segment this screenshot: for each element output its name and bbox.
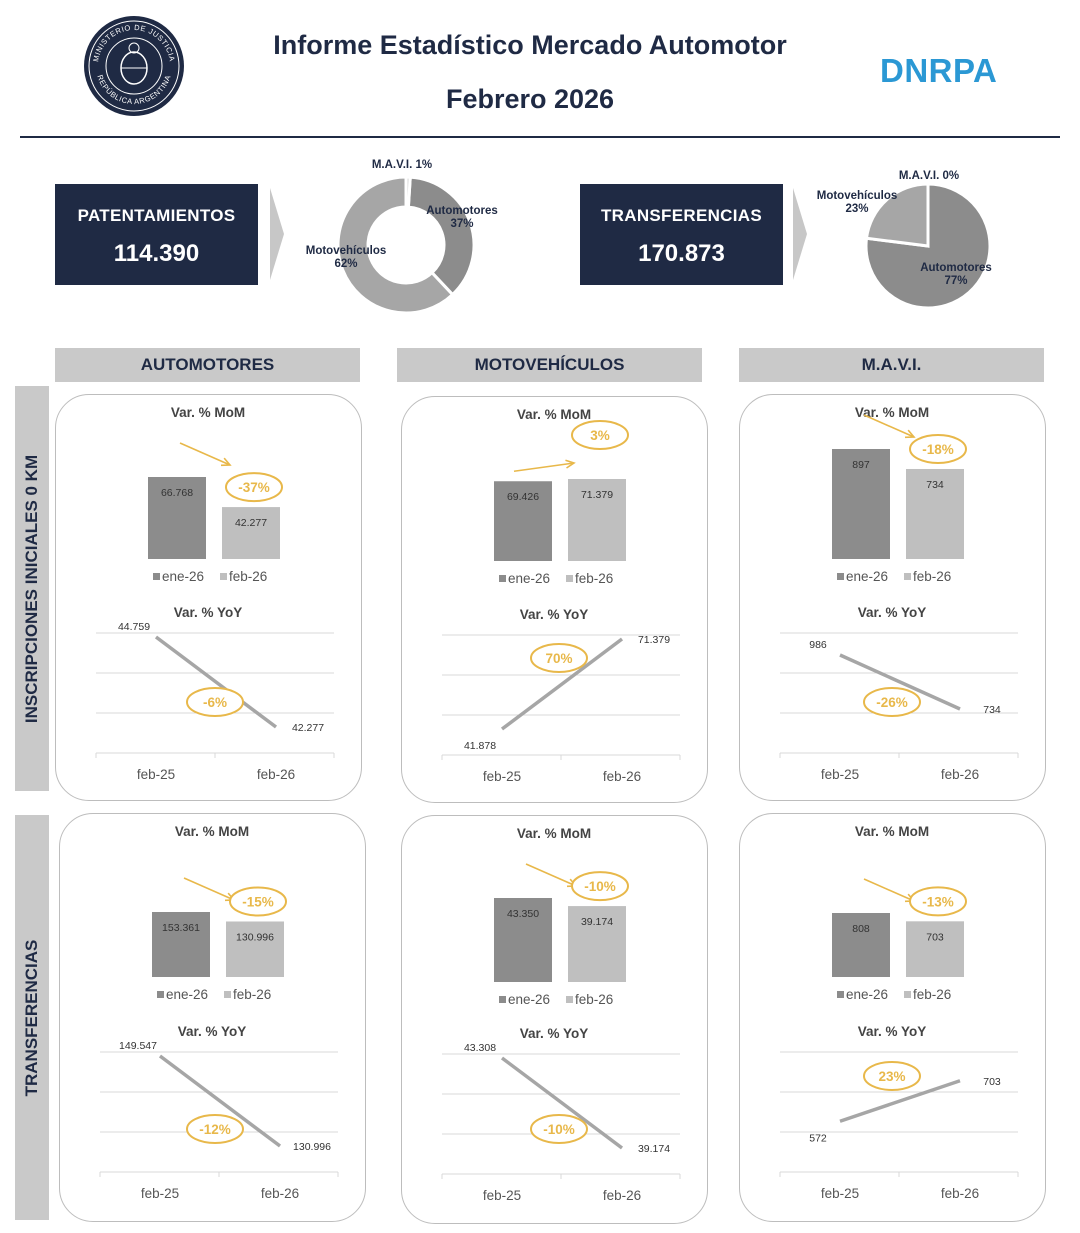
mom-title: Var. % MoM [516, 407, 592, 422]
svg-text:REPÚBLICA ARGENTINA: REPÚBLICA ARGENTINA [95, 73, 173, 107]
yoy-point-label: 734 [983, 704, 1001, 716]
yoy-point-label: 149.547 [119, 1040, 157, 1052]
report-period: Febrero 2026 [445, 84, 615, 114]
legend-label: feb-26 [233, 987, 272, 1002]
yoy-title: Var. % YoY [177, 1024, 247, 1039]
yoy-point-label: 986 [809, 639, 827, 651]
legend-label: ene-26 [846, 987, 889, 1002]
yoy-point-label: 42.277 [291, 722, 325, 734]
legend-swatch [220, 573, 227, 580]
yoy-point-label: 130.996 [293, 1141, 331, 1153]
x-axis-label: feb-26 [260, 1186, 300, 1201]
mom-trend-arrow [184, 878, 234, 900]
pie-label: Motovehículos [305, 245, 387, 257]
mom-title: Var. % MoM [854, 405, 930, 420]
row-header-label: TRANSFERENCIAS [22, 939, 41, 1096]
yoy-point-label: 41.878 [463, 740, 497, 752]
x-axis-label: feb-25 [482, 1188, 522, 1203]
legend-swatch [499, 996, 506, 1003]
svg-text:MINISTERIO DE JUSTICIA: MINISTERIO DE JUSTICIA [91, 22, 177, 63]
kpi-value: 170.873 [638, 240, 725, 267]
pie-pct-label: 62% [334, 258, 358, 270]
yoy-point-label: 43.308 [463, 1042, 497, 1054]
legend-swatch [499, 575, 506, 582]
mom-bar-value-label: 39.174 [580, 916, 614, 929]
yoy-point-label: 572 [809, 1132, 827, 1145]
kpi-label: PATENTAMIENTOS [77, 206, 236, 225]
mom-title: Var. % MoM [516, 826, 592, 841]
x-axis-label: feb-25 [482, 769, 522, 784]
mom-bar-value-label: 703 [926, 931, 944, 944]
variation-badge-label: -13% [922, 894, 954, 910]
pie-label: M.A.V.I. 1% [371, 159, 433, 171]
pie-label: M.A.V.I. 0% [898, 170, 960, 182]
yoy-title: Var. % YoY [519, 607, 589, 622]
mom-bar-value-label: 153.361 [162, 922, 200, 934]
yoy-point-label: 44.759 [117, 621, 151, 633]
mom-bar-feb-26 [906, 921, 964, 977]
chart-card-io-auto [55, 394, 362, 801]
legend-swatch [566, 996, 573, 1003]
x-axis-label: feb-26 [256, 767, 296, 782]
row-header-transferencias [15, 815, 49, 1220]
mom-bar-value-label: 42.277 [234, 517, 268, 530]
legend-swatch [157, 991, 164, 998]
variation-badge-label: -37% [238, 480, 270, 496]
variation-badge-label: -15% [242, 894, 274, 910]
x-axis-label: feb-26 [602, 1188, 642, 1203]
pie-slice-mavi [406, 177, 410, 207]
yoy-point-label: 39.174 [637, 1143, 671, 1155]
mom-trend-arrow [864, 879, 914, 901]
legend-label: feb-26 [575, 571, 614, 586]
legend-label: ene-26 [846, 569, 889, 584]
x-axis-label: feb-25 [136, 767, 176, 782]
mom-bar-value-label: 808 [852, 923, 870, 935]
mom-bar-value-label: 66.768 [160, 487, 194, 499]
pie-label: Motovehículos [816, 190, 898, 202]
legend-label: ene-26 [508, 571, 551, 586]
pie-slice-automotores [408, 177, 474, 294]
mom-bar-feb-26 [226, 921, 284, 977]
kpi-patentamientos [55, 184, 258, 285]
mom-bar-value-label: 897 [852, 459, 870, 471]
pie-chart-transferencias [805, 160, 1025, 320]
variation-badge-label: -6% [202, 695, 228, 710]
pie-label: Automotores [426, 205, 498, 217]
yoy-title: Var. % YoY [519, 1026, 589, 1041]
legend-label: feb-26 [229, 569, 268, 584]
chart-card-io-moto [401, 396, 708, 803]
legend-swatch [224, 991, 231, 998]
variation-badge-label: -18% [922, 441, 954, 457]
legend-label: ene-26 [166, 987, 209, 1002]
variation-badge-label: -10% [584, 879, 616, 895]
row-header-inscripciones [15, 386, 49, 791]
mom-trend-arrow [514, 463, 574, 471]
legend-label: ene-26 [162, 569, 205, 584]
header-divider [20, 136, 1060, 138]
kpi-label: TRANSFERENCIAS [601, 206, 762, 225]
x-axis-label: feb-25 [140, 1186, 180, 1201]
pie-chart-patentamientos [290, 150, 530, 320]
pie-label: Automotores [920, 262, 992, 274]
mom-title: Var. % MoM [174, 824, 250, 839]
legend-swatch [837, 573, 844, 580]
yoy-point-label: 71.379 [637, 634, 671, 646]
x-axis-label: feb-25 [820, 1186, 860, 1201]
mom-title: Var. % MoM [854, 824, 930, 839]
legend-swatch [153, 573, 160, 580]
chevron-right-icon [270, 188, 284, 280]
yoy-title: Var. % YoY [857, 1024, 927, 1039]
x-axis-label: feb-26 [940, 767, 980, 782]
chart-card-tr-mavi [739, 813, 1046, 1222]
pie-pct-label: 37% [450, 218, 474, 230]
mom-bar-value-label: 69.426 [506, 491, 540, 504]
column-header-automotores: AUTOMOTORES [55, 348, 360, 382]
report-title: Informe Estadístico Mercado Automotor [273, 30, 787, 60]
chart-card-tr-moto [401, 815, 708, 1224]
yoy-point-label: 703 [983, 1075, 1001, 1088]
row-header-label: INSCRIPCIONES INICIALES 0 KM [22, 454, 41, 723]
brand-logo-text: DNRPA [880, 52, 998, 89]
x-axis-label: feb-26 [940, 1186, 980, 1201]
legend-label: feb-26 [913, 987, 952, 1002]
mom-title: Var. % MoM [170, 405, 246, 420]
ministry-seal-logo [82, 14, 186, 118]
variation-badge-label: 70% [545, 651, 573, 666]
legend-swatch [904, 573, 911, 580]
mom-bar-value-label: 43.350 [506, 908, 540, 920]
mom-bar-value-label: 130.996 [236, 931, 274, 944]
pie-pct-label: 23% [845, 203, 869, 215]
yoy-title: Var. % YoY [857, 605, 927, 620]
column-header-motovehiculos: MOTOVEHÍCULOS [397, 348, 702, 382]
pie-pct-label: 77% [944, 275, 968, 287]
mom-trend-arrow [526, 864, 576, 886]
variation-badge-label: -26% [876, 695, 908, 710]
mom-trend-arrow [180, 443, 230, 465]
chart-card-tr-auto [59, 813, 366, 1222]
legend-label: feb-26 [913, 569, 952, 584]
mom-bar-value-label: 71.379 [580, 489, 614, 501]
legend-swatch [837, 991, 844, 998]
legend-label: feb-26 [575, 992, 614, 1007]
column-header-mavi: M.A.V.I. [739, 348, 1044, 382]
legend-swatch [904, 991, 911, 998]
chart-card-io-mavi [739, 394, 1046, 801]
x-axis-label: feb-26 [602, 769, 642, 784]
yoy-title: Var. % YoY [173, 605, 243, 620]
variation-badge-label: -10% [543, 1122, 575, 1137]
variation-badge-label: -12% [199, 1122, 231, 1137]
kpi-transferencias [580, 184, 783, 285]
variation-badge-label: 23% [878, 1069, 906, 1084]
legend-swatch [566, 575, 573, 582]
variation-badge-label: 3% [590, 428, 610, 443]
legend-label: ene-26 [508, 992, 551, 1007]
mom-bar-value-label: 734 [926, 478, 944, 491]
kpi-value: 114.390 [113, 240, 200, 267]
mom-bar-feb-26 [222, 507, 280, 559]
x-axis-label: feb-25 [820, 767, 860, 782]
